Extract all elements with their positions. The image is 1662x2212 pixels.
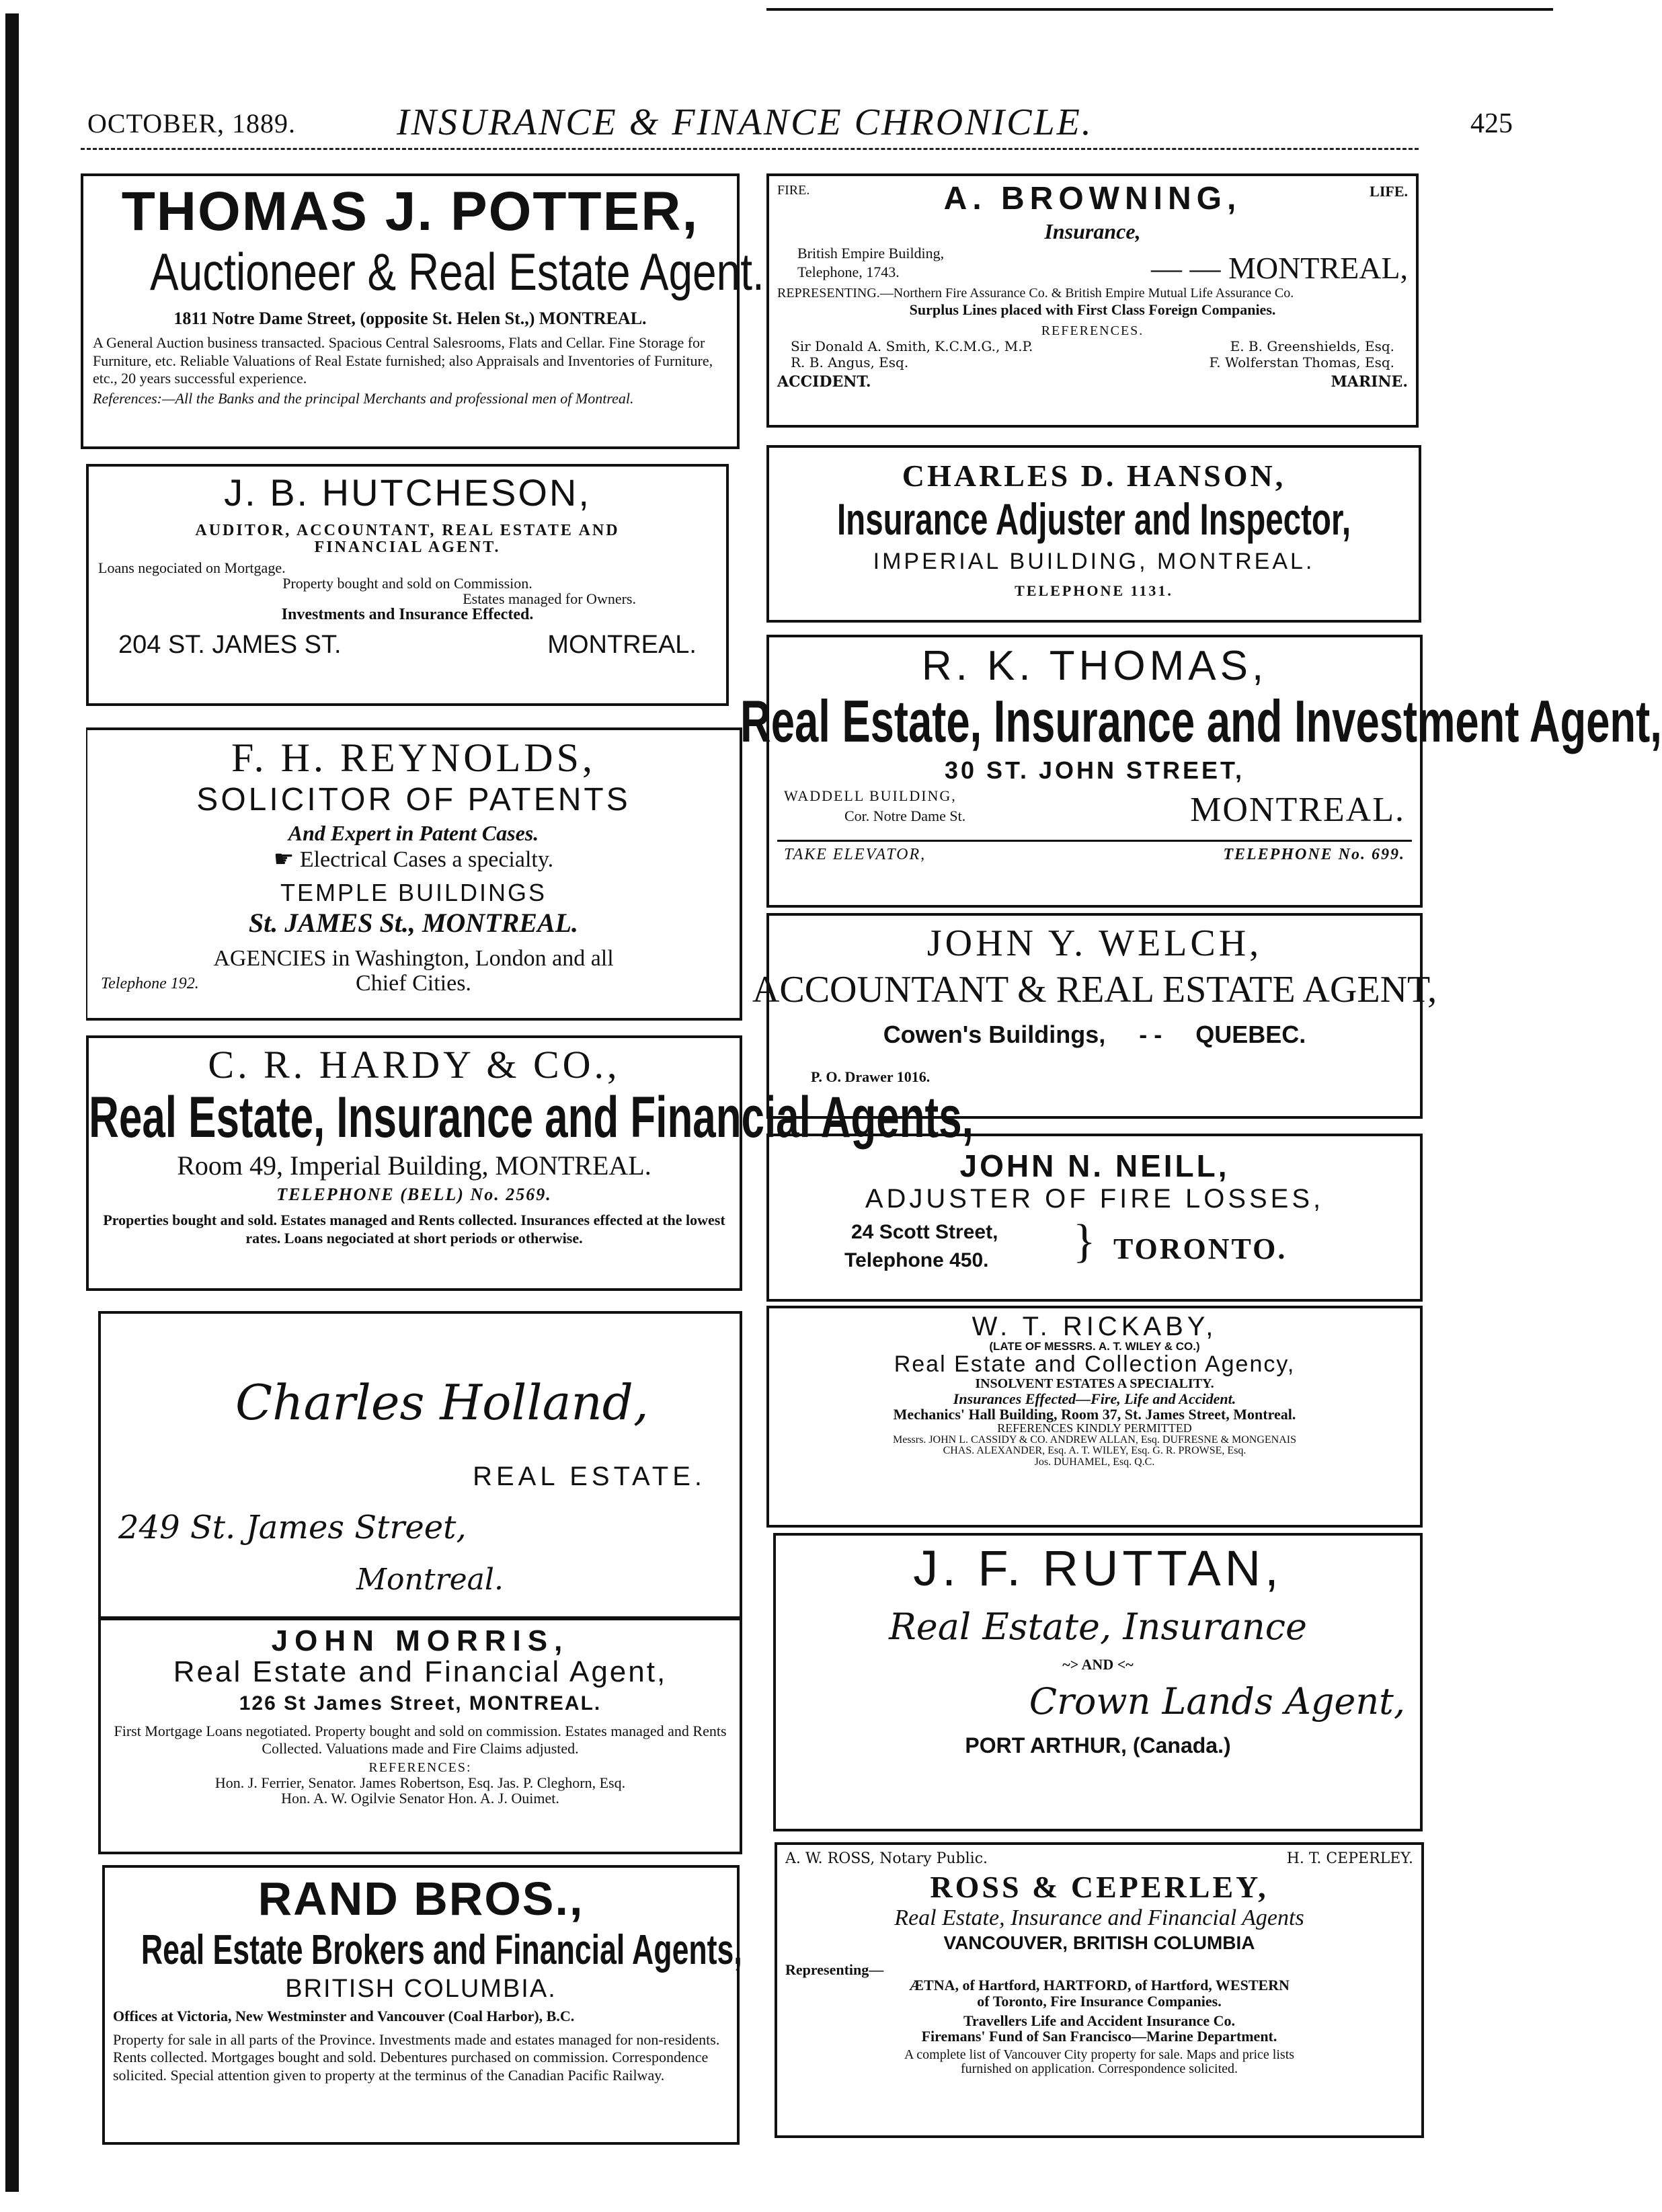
ad-reynolds-electrical-text: Electrical Cases a specialty. [299,846,554,872]
ad-ruttan-and: AND [1081,1656,1114,1673]
ad-thomas-building-row [777,783,1412,837]
ad-ross-right: H. T. CEPERLEY. [1286,1850,1413,1867]
ad-hardy-address: Room 49, Imperial Building, MONTREAL. [177,1150,651,1181]
ad-rand [102,1865,740,2145]
ad-hutcheson-role1: AUDITOR, ACCOUNTANT, REAL ESTATE AND [195,521,620,539]
ad-ross-line5: A complete list of Vancouver City property for sale. Maps and price lists [904,2047,1295,2062]
ad-rickaby-insurances: Insurances Effected—Fire, Life and Accident. [953,1390,1236,1407]
ad-browning-ref4: F. Wolferstan Thomas, Esq. [1209,354,1394,370]
ad-ruttan-and-row: ~> AND <~ [1062,1656,1134,1673]
ad-reynolds-electrical [94,848,733,872]
ad-hutcheson [86,464,729,706]
ad-browning-building: British Empire Building, [797,244,945,262]
ad-rand-role: Real Estate Brokers and Financial Agents, [141,1926,742,1973]
ad-hanson-name: CHARLES D. HANSON, [902,459,1286,493]
ad-ross-left: A. W. ROSS, Notary Public. [785,1850,988,1867]
ad-browning-ref3: R. B. Angus, Esq. [791,354,909,370]
ad-morris-body: First Mortgage Loans negotiated. Property bought and sold on commission. Estates managed and Rents Collected. Valuations made and Fire Claims adjusted. [114,1722,727,1757]
ad-rand-province: BRITISH COLUMBIA. [285,1974,557,2003]
ad-browning-fire: FIRE. [777,183,810,198]
ad-browning [766,173,1419,428]
ad-hanson-telephone: TELEPHONE 1131. [1015,582,1173,600]
ad-ruttan-role2: Crown Lands Agent, [1029,1680,1405,1723]
ad-thomas-corner: Cor. Notre Dame St. [844,807,966,825]
ad-rickaby-refs1: Messrs. JOHN L. CASSIDY & CO. ANDREW ALLAN, Esq. DUFRESNE & MONGENAIS [892,1433,1297,1446]
ad-reynolds-street: St. JAMES St., MONTREAL. [248,908,579,939]
ad-neill [766,1134,1423,1302]
ad-reynolds-expert: And Expert in Patent Cases. [288,821,539,846]
ad-welch-name: JOHN Y. WELCH, [926,922,1263,964]
ad-welch-address: Cowen's Buildings, [883,1020,1106,1048]
ad-holland-role: REAL ESTATE. [473,1462,706,1491]
ad-browning-contact [777,243,1408,286]
ad-reynolds-footer [94,971,733,998]
ad-potter-name: THOMAS J. POTTER, [121,181,699,242]
ad-hutcheson-city: MONTREAL. [547,630,697,659]
ad-ross-representing: Representing— [785,1961,884,1979]
ad-thomas-telephone: TELEPHONE No. 699. [1223,846,1405,864]
ad-hutcheson-line2: Property bought and sold on Commission. [282,575,532,592]
ad-ross-line3: Travellers Life and Accident Insurance Co. [963,2012,1236,2029]
ad-browning-accident: ACCIDENT. [777,372,871,391]
ad-browning-ref1: Sir Donald A. Smith, K.C.M.G., M.P. [791,338,1033,354]
ad-hutcheson-line3: Estates managed for Owners. [463,590,636,608]
ad-hutcheson-line4: Investments and Insurance Effected. [281,606,534,624]
ad-rickaby [766,1306,1423,1528]
ad-morris-name: JOHN MORRIS, [271,1624,569,1657]
ad-ruttan [773,1533,1423,1831]
publication-title: INSURANCE & FINANCE CHRONICLE. [397,102,1093,143]
ad-rickaby-specialty: INSOLVENT ESTATES A SPECIALITY. [975,1376,1214,1391]
header-rule [81,148,1419,150]
ad-browning-name: A. BROWNING, [943,181,1242,216]
ad-holland-street: 249 St. James Street, [118,1509,467,1546]
ad-reynolds-building: TEMPLE BUILDINGS [280,878,547,906]
ad-hanson-address: IMPERIAL BUILDING, MONTREAL. [873,548,1315,574]
ad-reynolds-agencies2: Chief Cities. [356,971,471,996]
ad-hutcheson-address: 204 ST. JAMES ST. [118,630,342,659]
ad-reynolds-name: F. H. REYNOLDS, [231,736,596,780]
ad-rickaby-refs-label: REFERENCES KINDLY PERMITTED [997,1421,1192,1435]
ad-potter-role: Auctioneer & Real Estate Agent. [149,242,764,302]
ad-thomas-address: 30 ST. JOHN STREET, [944,756,1245,785]
ad-rickaby-name: W. T. RICKABY, [972,1312,1218,1341]
ad-welch [752,913,1437,1119]
ad-rickaby-late: (LATE OF MESSRS. A. T. WILEY & CO.) [989,1340,1200,1353]
ad-browning-marine: MARINE. [1331,372,1408,391]
ad-hutcheson-footer [98,631,717,660]
ad-neill-role: ADJUSTER OF FIRE LOSSES, [865,1184,1324,1214]
ad-browning-telephone: Telephone, 1743. [797,263,900,280]
ad-ross-city: VANCOUVER, BRITISH COLUMBIA [943,1932,1255,1953]
ad-hutcheson-name: J. B. HUTCHESON, [224,471,591,514]
ad-morris-address: 126 St James Street, MONTREAL. [239,1692,602,1715]
ad-thomas-building: WADDELL BUILDING, [784,787,957,805]
ad-rand-body: Property for sale in all parts of the Province. Investments made and estates managed for non-residents. Rents collected. Mortgages bought and sold. Debentures purchased on commission. Correspondence solicited. Special attention given to property at the terminus of the Canadian Pacific Railway. [113,2030,720,2084]
pointing-hand-icon: ☛ [273,846,300,872]
ad-browning-references-label: REFERENCES. [1041,323,1144,338]
ad-reynolds-role: SOLICITOR OF PATENTS [196,782,631,818]
ad-rand-name: RAND BROS., [258,1872,584,1925]
ad-neill-address: 24 Scott Street, [851,1221,998,1244]
ad-morris [98,1616,742,1854]
ad-potter-body: A General Auction business transacted. Spacious Central Salesrooms, Flats and Cellar. Fine Storage for Furniture, etc. Reliable Valuations of Real Estate furnished; also Appraisals and Inventories of Furniture, etc., 20 years successful experience. [93,334,713,387]
top-rule [766,8,1553,11]
ad-welch-role: ACCOUNTANT & REAL ESTATE AGENT, [752,968,1437,1011]
ad-browning-representing: REPRESENTING.—Northern Fire Assurance Co. & British Empire Mutual Life Assurance Co. [777,285,1294,301]
ad-browning-topline [777,180,1408,221]
ad-rand-offices: Offices at Victoria, New Westminster and Vancouver (Coal Harbor), B.C. [113,2008,575,2025]
ad-reynolds-agencies1: AGENCIES in Washington, London and all [213,946,614,972]
ad-hardy-body: Properties bought and sold. Estates managed and Rents collected. Insurances effected at the lowest rates. Loans negociated at short periods or otherwise. [103,1212,725,1247]
ad-holland-city: Montreal. [356,1563,504,1597]
ad-hardy-name: C. R. HARDY & CO., [208,1043,621,1087]
ad-potter-references: References:—All the Banks and the principal Merchants and professional men of Montreal. [93,390,634,407]
ad-welch-city: QUEBEC. [1195,1020,1306,1048]
ad-thomas-elevator: TAKE ELEVATOR, [784,846,926,864]
page-header [87,101,1513,148]
ad-neill-contact-row [777,1218,1412,1279]
ad-rickaby-role: Real Estate and Collection Agency, [894,1351,1296,1377]
ad-welch-dash: - - [1139,1020,1162,1048]
ad-hanson-role: Insurance Adjuster and Inspector, [836,494,1351,545]
ad-hardy-telephone: TELEPHONE (BELL) No. 2569. [276,1185,552,1205]
ad-morris-refs2: Hon. A. W. Ogilvie Senator Hon. A. J. Ouimet. [281,1789,559,1807]
ad-morris-refs-label: REFERENCES: [368,1760,472,1775]
ad-ross-line1: ÆTNA, of Hartford, HARTFORD, of Hartford, WESTERN [909,1977,1290,1994]
ad-ross-name: ROSS & CEPERLEY, [930,1870,1269,1904]
page-number: 425 [1470,108,1513,139]
ad-browning-subtitle: Insurance, [1044,219,1141,243]
ad-ruttan-city: PORT ARTHUR, (Canada.) [965,1733,1231,1758]
ad-browning-footer [777,373,1408,391]
ad-welch-po: P. O. Drawer 1016. [811,1068,931,1085]
ad-thomas-name: R. K. THOMAS, [921,643,1268,689]
ad-neill-name: JOHN N. NEILL, [959,1148,1230,1183]
ad-rickaby-address: Mechanics' Hall Building, Room 37, St. James Street, Montreal. [893,1405,1296,1423]
ad-holland [98,1311,742,1620]
ad-neill-telephone: Telephone 450. [844,1249,989,1272]
ad-thomas [740,635,1662,908]
ad-hutcheson-line1: Loans negociated on Mortgage. [98,559,286,577]
ad-neill-brace: } [1073,1216,1096,1268]
ad-reynolds-telephone: Telephone 192. [101,975,199,993]
ad-browning-surplus: Surplus Lines placed with First Class Foreign Companies. [909,301,1276,318]
ad-morris-refs1: Hon. J. Ferrier, Senator. James Robertson, Esq. Jas. P. Cleghorn, Esq. [214,1774,626,1791]
ad-ross [775,1842,1424,2138]
ad-browning-ref2: E. B. Greenshields, Esq. [1230,338,1394,354]
ad-thomas-city: MONTREAL. [1190,791,1405,830]
ad-potter [81,173,764,449]
ad-neill-city: TORONTO. [1113,1232,1288,1266]
ad-thomas-role: Real Estate, Insurance and Investment Agent, [740,688,1662,755]
ad-hutcheson-role2: FINANCIAL AGENT. [314,538,501,556]
ad-rickaby-refs2: CHAS. ALEXANDER, Esq. A. T. WILEY, Esq. G. R. PROWSE, Esq. [943,1445,1246,1457]
ad-holland-name: Charles Holland, [235,1374,649,1431]
ad-ruttan-role1: Real Estate, Insurance [889,1605,1307,1648]
ad-ross-line4: Firemans' Fund of San Francisco—Marine Department. [921,2027,1277,2045]
ad-rickaby-refs3: Jos. DUHAMEL, Esq. Q.C. [1034,1456,1155,1468]
ad-ross-role: Real Estate, Insurance and Financial Agents [894,1905,1304,1931]
ad-hardy-role: Real Estate, Insurance and Financial Agents, [89,1084,974,1150]
ad-reynolds [86,727,742,1021]
ad-thomas-divider [777,840,1412,842]
issue-date: OCTOBER, 1889. [87,108,296,139]
ad-hanson [766,445,1421,623]
ad-browning-city: — — MONTREAL, [1150,250,1408,285]
ad-ross-line2: of Toronto, Fire Insurance Companies. [977,1992,1222,2010]
ad-thomas-footer [777,846,1412,864]
ad-ross-line6: furnished on application. Correspondence solicited. [960,2061,1238,2076]
page-binding-edge [5,13,19,2192]
ad-ross-top [785,1850,1413,1867]
ad-browning-refs-row2 [777,354,1408,370]
ad-ruttan-name: J. F. RUTTAN, [913,1540,1283,1596]
ad-browning-life: LIFE. [1370,183,1408,200]
ad-welch-address-row [777,1021,1412,1049]
ad-browning-refs-row1 [777,338,1408,354]
ad-potter-address: 1811 Notre Dame Street, (opposite St. Helen St.,) MONTREAL. [173,308,647,328]
ad-morris-role: Real Estate and Financial Agent, [173,1655,668,1689]
